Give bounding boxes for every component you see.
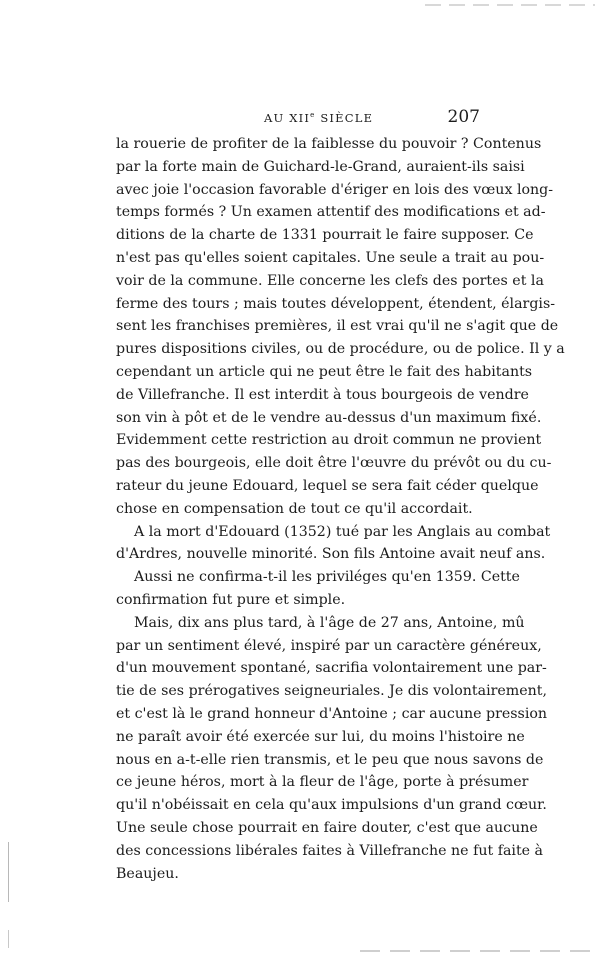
- text-line: confirmation fut pure et simple.: [116, 591, 346, 608]
- text-line: par la forte main de Guichard-le-Grand, auraient-ils saisi: [116, 158, 525, 175]
- text-line: A la mort d'Edouard (1352) tué par les Anglais au combat: [134, 523, 551, 540]
- text-line: Evidemment cette restriction au droit commun ne provient: [116, 432, 542, 449]
- text-line: temps formés ? Un examen attentif des modifications et ad-: [116, 204, 546, 221]
- text-line: Mais, dix ans plus tard, à l'âge de 27 ans, Antoine, mû: [134, 614, 525, 631]
- text-line: ferme des tours ; mais toutes développent, étendent, élargis-: [116, 295, 556, 312]
- text-line: ditions de la charte de 1331 pourrait le faire supposer. Ce: [116, 227, 534, 244]
- scan-artifact-left: [8, 930, 9, 948]
- text-line: la rouerie de profiter de la faiblesse du pouvoir ? Contenus: [116, 136, 542, 152]
- text-line: de Villefranche. Il est interdit à tous bourgeois de vendre: [116, 386, 529, 403]
- text-line: Beaujeu.: [116, 865, 179, 882]
- text-line: Une seule chose pourrait en faire douter, c'est que aucune: [116, 819, 538, 836]
- text-line: chose en compensation de tout ce qu'il accordait.: [116, 500, 473, 517]
- text-line: nous en a-t-elle rien transmis, et le peu que nous savons de: [116, 751, 544, 768]
- text-line: pures dispositions civiles, ou de procédure, ou de police. Il y a: [116, 341, 565, 358]
- scan-artifact-top: [425, 4, 595, 6]
- body-text: [116, 133, 565, 885]
- text-line: son vin à pôt et de le vendre au-dessus d'un maximum fixé.: [116, 409, 542, 426]
- text-line: cependant un article qui ne peut être le fait des habitants: [116, 363, 533, 380]
- scan-artifact-bottom: [360, 950, 595, 952]
- scan-artifact-left: [8, 842, 9, 902]
- text-line: avec joie l'occasion favorable d'ériger en lois des vœux long-: [116, 181, 554, 198]
- text-line: par un sentiment élevé, inspiré par un caractère généreux,: [116, 637, 542, 654]
- text-line: tie de ses prérogatives seigneuriales. Je dis volontairement,: [116, 683, 547, 700]
- text-line: d'Ardres, nouvelle minorité. Son fils Antoine avait neuf ans.: [116, 546, 546, 563]
- text-line: voir de la commune. Elle concerne les clefs des portes et la: [116, 272, 544, 289]
- text-line: Aussi ne confirma-t-il les priviléges qu'en 1359. Cette: [134, 569, 520, 586]
- page-number: 207: [447, 107, 480, 127]
- text-line: qu'il n'obéissait en cela qu'aux impulsions d'un grand cœur.: [116, 797, 547, 814]
- text-line: des concessions libérales faites à Villefranche ne fut faite à: [116, 842, 544, 859]
- text-line: et c'est là le grand honneur d'Antoine ; car aucune pression: [116, 705, 548, 722]
- text-line: pas des bourgeois, elle doit être l'œuvre du prévôt ou du cu-: [116, 455, 552, 472]
- text-line: n'est pas qu'elles soient capitales. Une seule a trait au pou-: [116, 249, 545, 266]
- text-line: rateur du jeune Edouard, lequel se sera fait céder quelque: [116, 477, 539, 494]
- page-header: [116, 107, 480, 131]
- text-line: ce jeune héros, mort à la fleur de l'âge, porte à présumer: [116, 774, 529, 791]
- running-head: AU XIIe SIÈCLE: [264, 111, 374, 125]
- text-line: d'un mouvement spontané, sacrifia volontairement une par-: [116, 660, 547, 677]
- text-line: ne paraît avoir été exercée sur lui, du moins l'histoire ne: [116, 728, 525, 745]
- text-line: sent les franchises premières, il est vrai qu'il ne s'agit que de: [116, 318, 559, 335]
